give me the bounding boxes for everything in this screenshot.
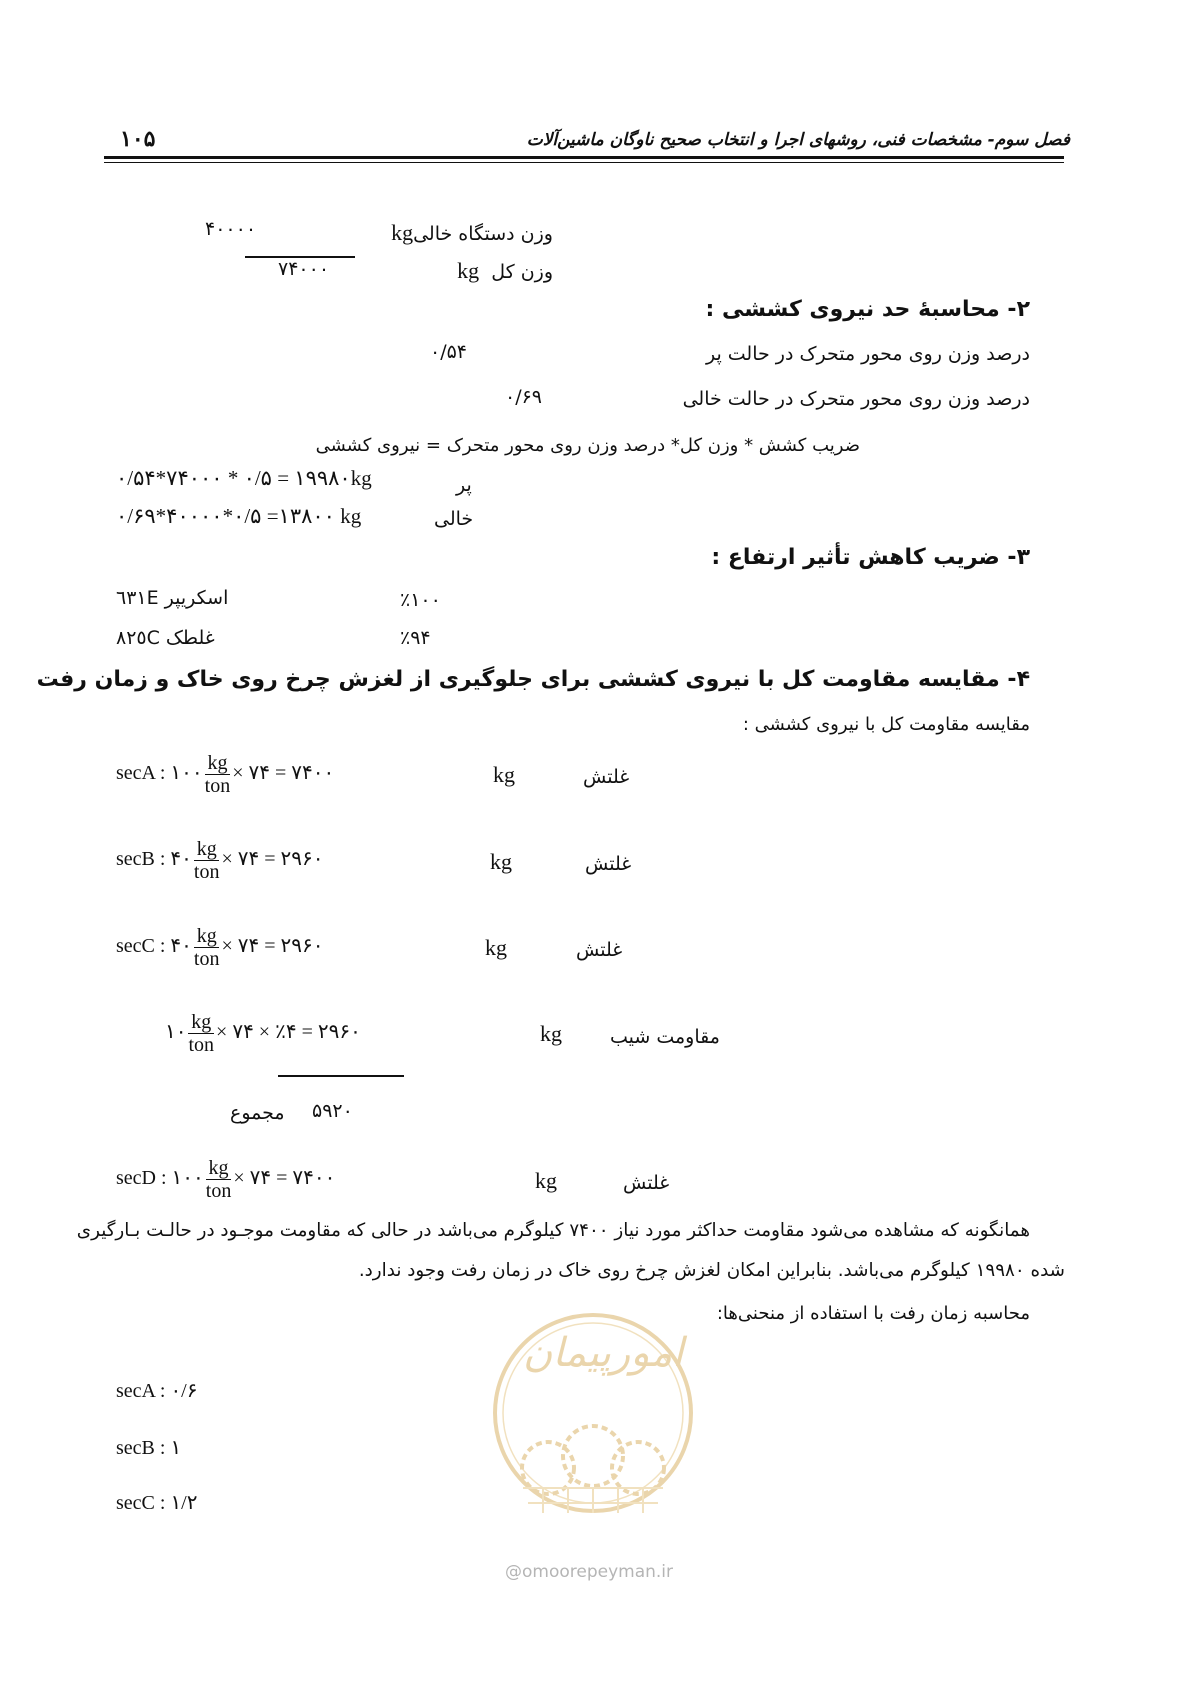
empty-tag: خالی <box>434 508 474 530</box>
grade-calc: ۱۰ $\frac{kg}{\text{ton}}$ × ۷۴ × ٪۴ = ۲۹۶۰ <box>165 1011 361 1056</box>
header-rule-thick <box>104 156 1064 159</box>
sum-label: مجموع <box>230 1102 285 1124</box>
machine-roller: غلطک ٨٢٥C <box>116 627 215 649</box>
section2-title: ۲- محاسبهٔ حد نیروی کششی : <box>705 297 1030 322</box>
empty-calc: ۰/۶۹*۴۰۰۰۰*۰/۵ =۱۳۸۰۰ kg <box>116 504 362 528</box>
sum-value: ۵۹۲۰ <box>312 1100 353 1122</box>
secB-label: غلتش <box>585 853 632 875</box>
factor-roller: ٪۹۴ <box>400 627 431 649</box>
page-number: ۱۰۵ <box>120 126 156 151</box>
secB-calc: secB : ۴۰ $\frac{kg}{\text{ton}}$ × ۷۴ = ۲۹۶۰ <box>116 838 324 883</box>
secD-label: غلتش <box>623 1172 670 1194</box>
traction-formula: ضریب کشش * وزن کل* درصد وزن روی محور متحرک = نیروی کششی <box>315 435 860 456</box>
secC-calc: secC : ۴۰ $\frac{kg}{\text{ton}}$ × ۷۴ = ۲۹۶۰ <box>116 925 324 970</box>
secA-calc: secA : ۱۰۰ $\frac{kg}{\text{ton}}$ × ۷۴ = ۷۴۰۰ <box>116 752 335 797</box>
section4-subtitle: مقایسه مقاومت کل با نیروی کششی : <box>742 714 1030 735</box>
watermark-logo-text: امورپیمان <box>523 1330 684 1376</box>
watermark-url: @omoorepeyman.ir <box>505 1562 674 1582</box>
section3-title: ۳- ضریب کاهش تأثیر ارتفاع : <box>711 545 1030 570</box>
section4-title: ۴- مقایسه مقاومت کل با نیروی کششی برای جلوگیری از لغزش چرخ روی خاک و زمان رفت <box>36 667 1030 692</box>
loaded-percent-value: ۰/۵۴ <box>430 341 468 363</box>
travel-secB: secB : ۱ <box>116 1437 182 1459</box>
grade-label: مقاومت شیب <box>610 1026 720 1048</box>
secD-calc: secD : ۱۰۰ $\frac{kg}{\text{ton}}$ × ۷۴ = ۷۴۰۰ <box>116 1157 336 1202</box>
empty-percent-value: ۰/۶۹ <box>505 386 543 408</box>
conclusion-line2: شده ۱۹۹۸۰ کیلوگرم می‌باشد. بنابراین امکان لغزش چرخ روی خاک در زمان رفت وجود ندارد. <box>358 1260 1065 1281</box>
grade-unit: kg <box>540 1021 562 1046</box>
secD-unit: kg <box>535 1168 557 1193</box>
loaded-percent-label: درصد وزن روی محور متحرک در حالت پر <box>705 343 1030 365</box>
travel-secA: secA : ۰/۶ <box>116 1380 198 1402</box>
secB-unit: kg <box>490 849 512 874</box>
factor-scraper: ٪۱۰۰ <box>400 589 441 611</box>
secC-label: غلتش <box>576 939 623 961</box>
total-weight-value: ۷۴۰۰۰ <box>278 258 330 280</box>
total-weight-label: وزن کل kg <box>457 258 553 283</box>
chapter-title: فصل سوم- مشخصات فنی، روشهای اجرا و انتخاب صحیح ناوگان ماشین‌آلات <box>526 130 1070 150</box>
watermark-logo <box>488 1308 698 1548</box>
machine-scraper: اسکریپر ٦٣١E <box>116 587 229 609</box>
loaded-calc: ۰/۵۴*۷۴۰۰۰ * ۰/۵ = ۱۹۹۸۰kg <box>116 466 372 490</box>
travel-secC: secC : ۱/۲ <box>116 1492 198 1514</box>
empty-weight-label: وزن دستگاه خالیkg <box>391 220 553 245</box>
secA-label: غلتش <box>583 766 630 788</box>
empty-weight-value: ۴۰۰۰۰ <box>205 218 257 240</box>
secA-unit: kg <box>493 762 515 787</box>
header-rule-thin <box>104 162 1064 163</box>
conclusion-line1: همانگونه که مشاهده می‌شود مقاومت حداکثر مورد نیاز ۷۴۰۰ کیلوگرم می‌باشد در حالی که مقاومت موجـود در حالـت بـارگیری <box>76 1220 1030 1241</box>
secC-unit: kg <box>485 935 507 960</box>
empty-percent-label: درصد وزن روی محور متحرک در حالت خالی <box>682 388 1030 410</box>
travel-time-title: محاسبه زمان رفت با استفاده از منحنی‌ها: <box>716 1303 1030 1324</box>
loaded-tag: پر <box>456 474 472 496</box>
total-rule <box>278 1075 404 1077</box>
